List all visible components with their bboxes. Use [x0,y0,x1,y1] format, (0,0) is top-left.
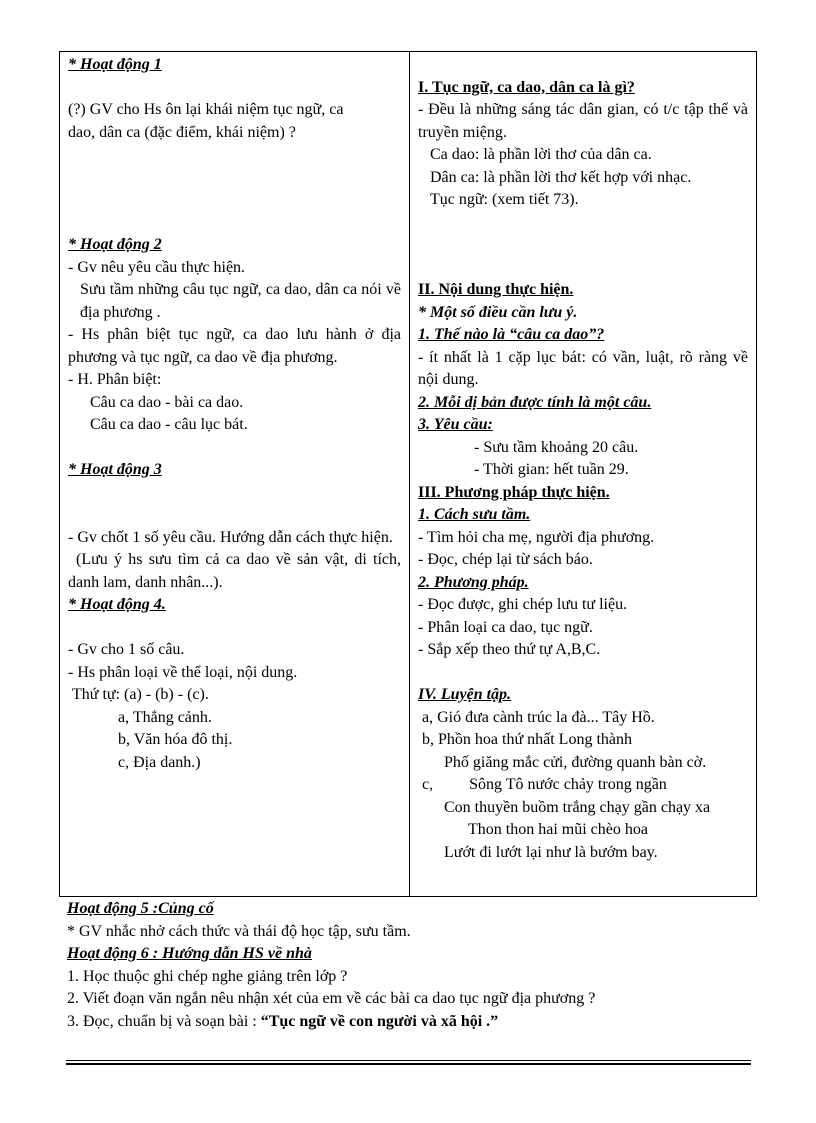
summary-section [67,897,757,1032]
activity-6-line-3 [67,1010,757,1033]
activity-4-line-1: - Gv cho 1 số câu. [68,641,185,658]
section-1-line-3: Dân ca: là phần lời thơ kết hợp với nhạc. [430,168,692,186]
activity-4-line-2: - Hs phân loại về thể loại, nội dung. [68,663,298,681]
activity-4-line-3: Thứ tự: (a) - (b) - (c). [72,686,209,703]
lesson-table [59,51,757,897]
section-3-line-5: - Sắp xếp theo thứ tự A,B,C. [418,641,601,658]
activity-6-line-1: 1. Học thuộc ghi chép nghe giảng trên lớp ? [67,967,348,985]
section-2-subheading-1: 1. Thế nào là “câu ca dao”? [418,326,605,343]
section-3-subheading-1: 1. Cách sưu tầm. [418,506,531,523]
activity-4-line-6: c, Địa danh.) [118,753,201,771]
activity-1-heading: * Hoạt động 1 [68,56,162,73]
section-4-line-4 [418,774,748,797]
section-3-line-4: - Phân loại ca dao, tục ngữ. [418,618,593,636]
section-4-line-4-text: Sông Tô nước chảy trong ngần [469,776,667,793]
section-2-subheading-2: 2. Mỗi dị bản được tính là một câu. [418,393,652,411]
section-3-heading: III. Phương pháp thực hiện. [418,483,610,501]
activity-2-line-5: Câu ca dao - bài ca dao. [90,393,244,411]
activity-6-line-3-text: 3. Đọc, chuẩn bị và soạn bài : [67,1012,261,1030]
section-2-line-2: - Sưu tầm khoảng 20 câu. [474,438,639,456]
section-1-heading: I. Tục ngữ, ca dao, dân ca là gì? [418,78,635,96]
activity-1-question-line-2: dao, dân ca (đặc điểm, khái niệm) ? [68,123,296,141]
section-2-subheading-3: 3. Yêu cầu: [418,416,493,433]
section-4-heading: IV. Luyện tập. [418,686,512,703]
section-3-line-3: - Đọc được, ghi chép lưu tư liệu. [418,596,628,613]
section-2-line-3: - Thời gian: hết tuần 29. [474,461,629,478]
section-2-heading: II. Nội dung thực hiện. [418,281,574,298]
section-1-line-4: Tục ngữ: (xem tiết 73). [430,191,579,208]
activity-3-line-1: - Gv chốt 1 số yêu cầu. Hướng dẫn cách thực hiện. [68,528,393,546]
section-2-note: * Một số điều cần lưu ý. [418,303,578,321]
activity-2-line-2: Sưu tầm những câu tục ngữ, ca dao, dân ca nói về địa phương . [80,281,401,321]
activity-2-line-3: - Hs phân biệt tục ngữ, ca dao lưu hành ở địa phương và tục ngữ, ca dao về địa phương. [68,326,401,366]
activity-5-heading: Hoạt động 5 :Củng cố [67,900,214,917]
activity-2-line-4: - H. Phân biệt: [68,371,162,388]
activity-3-heading: * Hoạt động 3 [68,461,162,478]
section-3-line-2: - Đọc, chép lại từ sách báo. [418,551,593,568]
activity-2-line-6: Câu ca dao - câu lục bát. [90,416,248,433]
footer-rule-top [66,1060,751,1061]
content-column [410,52,756,896]
lesson-title: “Tục ngữ về con người và xã hội .” [260,1012,499,1030]
activity-2-line-1: - Gv nêu yêu cầu thực hiện. [68,258,246,276]
activity-6-heading: Hoạt động 6 : Hướng dẫn HS về nhà [67,945,312,962]
activity-4-line-5: b, Văn hóa đô thị. [118,731,233,748]
activity-3-line-2: (Lưu ý hs sưu tìm cả ca dao về sản vật, di tích, danh lam, danh nhân...). [68,551,401,591]
section-4-line-6: Thon thon hai mũi chèo hoa [468,821,648,838]
footer-rule-bottom [66,1063,751,1065]
section-1-line-1: - Đều là những sáng tác dân gian, có t/c tập thể và truyền miệng. [418,101,748,141]
section-4-line-3: Phố giăng mắc cửi, đường quanh bàn cờ. [444,753,707,771]
section-2-line-1: - ít nhất là 1 cặp lục bát: có vần, luật, rõ ràng về nội dung. [418,348,748,388]
activity-4-heading: * Hoạt động 4. [68,596,166,613]
activity-6-line-2: 2. Viết đoạn văn ngắn nêu nhận xét của em về các bài ca dao tục ngữ địa phương ? [67,990,596,1007]
section-3-subheading-2: 2. Phương pháp. [418,573,529,591]
section-4-line-5: Con thuyền buồm trắng chạy gần chạy xa [444,798,711,816]
teacher-activities-column [60,52,410,896]
activity-5-line-1: * GV nhắc nhở cách thức và thái độ học tập, sưu tầm. [67,922,411,940]
activity-2-heading: * Hoạt động 2 [68,236,162,253]
activity-1-question-line-1: (?) GV cho Hs ôn lại khái niệm tục ngữ, ca [68,101,344,118]
section-4-line-7: Lướt đi lướt lại như là bướm bay. [444,843,658,861]
section-4-line-1: a, Gió đưa cành trúc la đà... Tây Hồ. [422,708,655,726]
section-4-line-2: b, Phồn hoa thứ nhất Long thành [422,731,632,748]
section-3-line-1: - Tìm hỏi cha mẹ, người địa phương. [418,528,655,546]
activity-4-line-4: a, Thắng cảnh. [118,708,212,726]
section-4-line-4-marker: c, [422,776,434,793]
section-1-line-2: Ca dao: là phần lời thơ của dân ca. [430,146,652,163]
